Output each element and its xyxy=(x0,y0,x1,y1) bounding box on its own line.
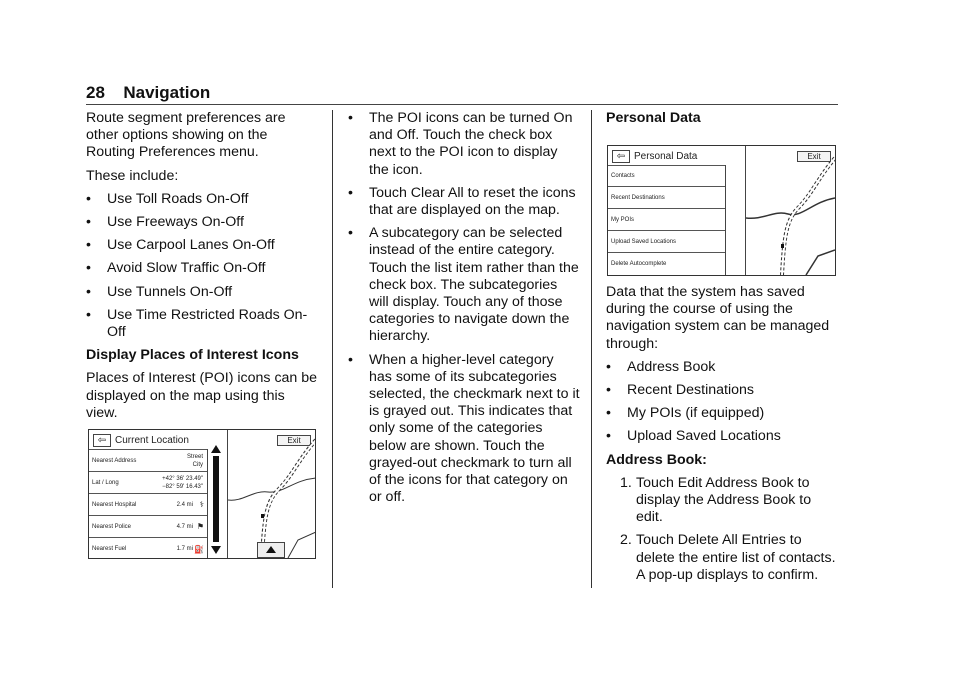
list-item[interactable]: Delete Autocomplete xyxy=(611,261,667,267)
list-item: Nearest Hospital 2.4 mi ⚕ xyxy=(89,494,207,516)
screen-title-bar xyxy=(608,146,697,166)
list-border xyxy=(725,165,726,275)
screen-title: Current Location xyxy=(115,434,189,446)
numbered-item: 1. Touch Edit Address Book to display the Address Book to edit. xyxy=(620,474,812,526)
list-item: Nearest Police 4.7 mi ⚑ xyxy=(89,516,207,538)
subheading: Display Places of Interest Icons xyxy=(86,347,299,364)
bullet-icon: • xyxy=(86,306,91,323)
bullet-icon: • xyxy=(86,190,91,207)
back-arrow-icon: ⇦ xyxy=(93,434,111,447)
bullet-icon: • xyxy=(348,184,353,201)
current-location-screenshot xyxy=(88,429,316,559)
scroll-down-icon[interactable] xyxy=(211,546,221,554)
intro-paragraph: Route segment preferences are other options showing on the Routing Preferences menu. xyxy=(86,110,286,161)
list-item: • Upload Saved Locations xyxy=(606,428,781,445)
bullet-icon: • xyxy=(606,382,611,399)
column-divider xyxy=(591,110,592,588)
scrollbar[interactable] xyxy=(213,456,219,542)
bullet-icon: • xyxy=(86,214,91,231)
exit-button[interactable]: Exit xyxy=(277,435,311,446)
back-arrow-icon: ⇦ xyxy=(612,150,630,163)
list-item: • Avoid Slow Traffic On-Off xyxy=(86,260,266,277)
page-header xyxy=(86,82,838,105)
list-item[interactable]: Recent Destinations xyxy=(608,187,725,209)
poi-paragraph: Places of Interest (POI) icons can be displayed on the map using this view. xyxy=(86,370,318,421)
screen-title: Personal Data xyxy=(634,150,698,162)
list-item: • Use Time Restricted Roads On-Off xyxy=(86,306,308,341)
list-item: • My POIs (if equipped) xyxy=(606,405,765,422)
list-item[interactable]: My POIs xyxy=(608,209,725,231)
column-2 xyxy=(348,110,580,512)
police-icon: ⚑ xyxy=(196,522,204,531)
bullet-icon: • xyxy=(86,283,91,300)
subheading: Personal Data xyxy=(606,110,701,126)
list-item: • Recent Destinations xyxy=(606,382,754,399)
map-view[interactable] xyxy=(228,430,316,558)
page-number: 28 xyxy=(86,83,105,102)
scroll-up-icon[interactable] xyxy=(211,445,221,453)
list-item: • A subcategory can be selected instead of the entire category. Touch the list item rather than the check box. The subcategories will display. Touch any of those categories to navigate down the hierarchy. xyxy=(348,225,579,345)
exit-button[interactable]: Exit xyxy=(797,151,831,162)
list-item: • Use Freeways On-Off xyxy=(86,214,244,231)
list-item: • When a higher-level category has some of its subcategories selected, the checkmark next to it is grayed out. This indicates that only some of the categories below are shown. Touch the grayed-out checkmark to turn all of the icons for that category on or off. xyxy=(348,351,580,506)
list-item[interactable]: Contacts xyxy=(608,166,725,187)
personal-data-list xyxy=(608,165,725,275)
hospital-icon: ⚕ xyxy=(199,500,204,509)
list-item: • Address Book xyxy=(606,358,716,375)
personal-data-screenshot xyxy=(607,145,836,276)
map-view[interactable] xyxy=(746,146,835,275)
column-divider xyxy=(332,110,333,588)
recenter-button[interactable] xyxy=(257,542,285,558)
fuel-icon: ⛽ xyxy=(194,544,204,554)
column-3 xyxy=(606,110,838,133)
list-item: • Use Toll Roads On-Off xyxy=(86,190,249,207)
subheading: Address Book: xyxy=(606,451,707,468)
list-item: • Use Carpool Lanes On-Off xyxy=(86,237,275,254)
bullet-icon: • xyxy=(348,351,353,368)
bullet-icon: • xyxy=(348,110,353,126)
list-item[interactable]: Upload Saved Locations xyxy=(608,231,725,253)
list-item: • Use Tunnels On-Off xyxy=(86,283,233,300)
list-item: • Touch Clear All to reset the icons that are displayed on the map. xyxy=(348,184,576,219)
bullet-icon: • xyxy=(86,260,91,277)
personal-data-paragraph: Data that the system has saved during the course of using the navigation system can be managed through: xyxy=(606,284,830,352)
list-item: Nearest Fuel 1.7 mi ⛽ xyxy=(92,544,204,554)
list-item: Nearest Address Street City xyxy=(89,450,207,472)
column-3-body xyxy=(606,284,838,590)
bullet-icon: • xyxy=(606,428,611,445)
bullet-icon: • xyxy=(348,225,353,242)
bullet-icon: • xyxy=(86,237,91,254)
numbered-item: 2. Touch Delete All Entries to delete the entire list of contacts. A pop-up displays to confirm. xyxy=(620,532,836,583)
bullet-icon: • xyxy=(606,358,611,375)
info-list xyxy=(89,449,207,559)
list-border xyxy=(207,449,208,558)
list-item: • The POI icons can be turned On and Off. Touch the check box next to the POI icon to display the icon. xyxy=(348,110,573,178)
bullet-icon: • xyxy=(606,405,611,422)
list-item: Lat / Long +42° 36' 23.49" −82° 59' 16.43" xyxy=(89,472,207,494)
column-1 xyxy=(86,110,318,428)
include-label: These include: xyxy=(86,167,179,184)
section-title: Navigation xyxy=(123,83,211,102)
screen-title-bar xyxy=(89,430,189,450)
up-arrow-icon xyxy=(266,546,276,553)
